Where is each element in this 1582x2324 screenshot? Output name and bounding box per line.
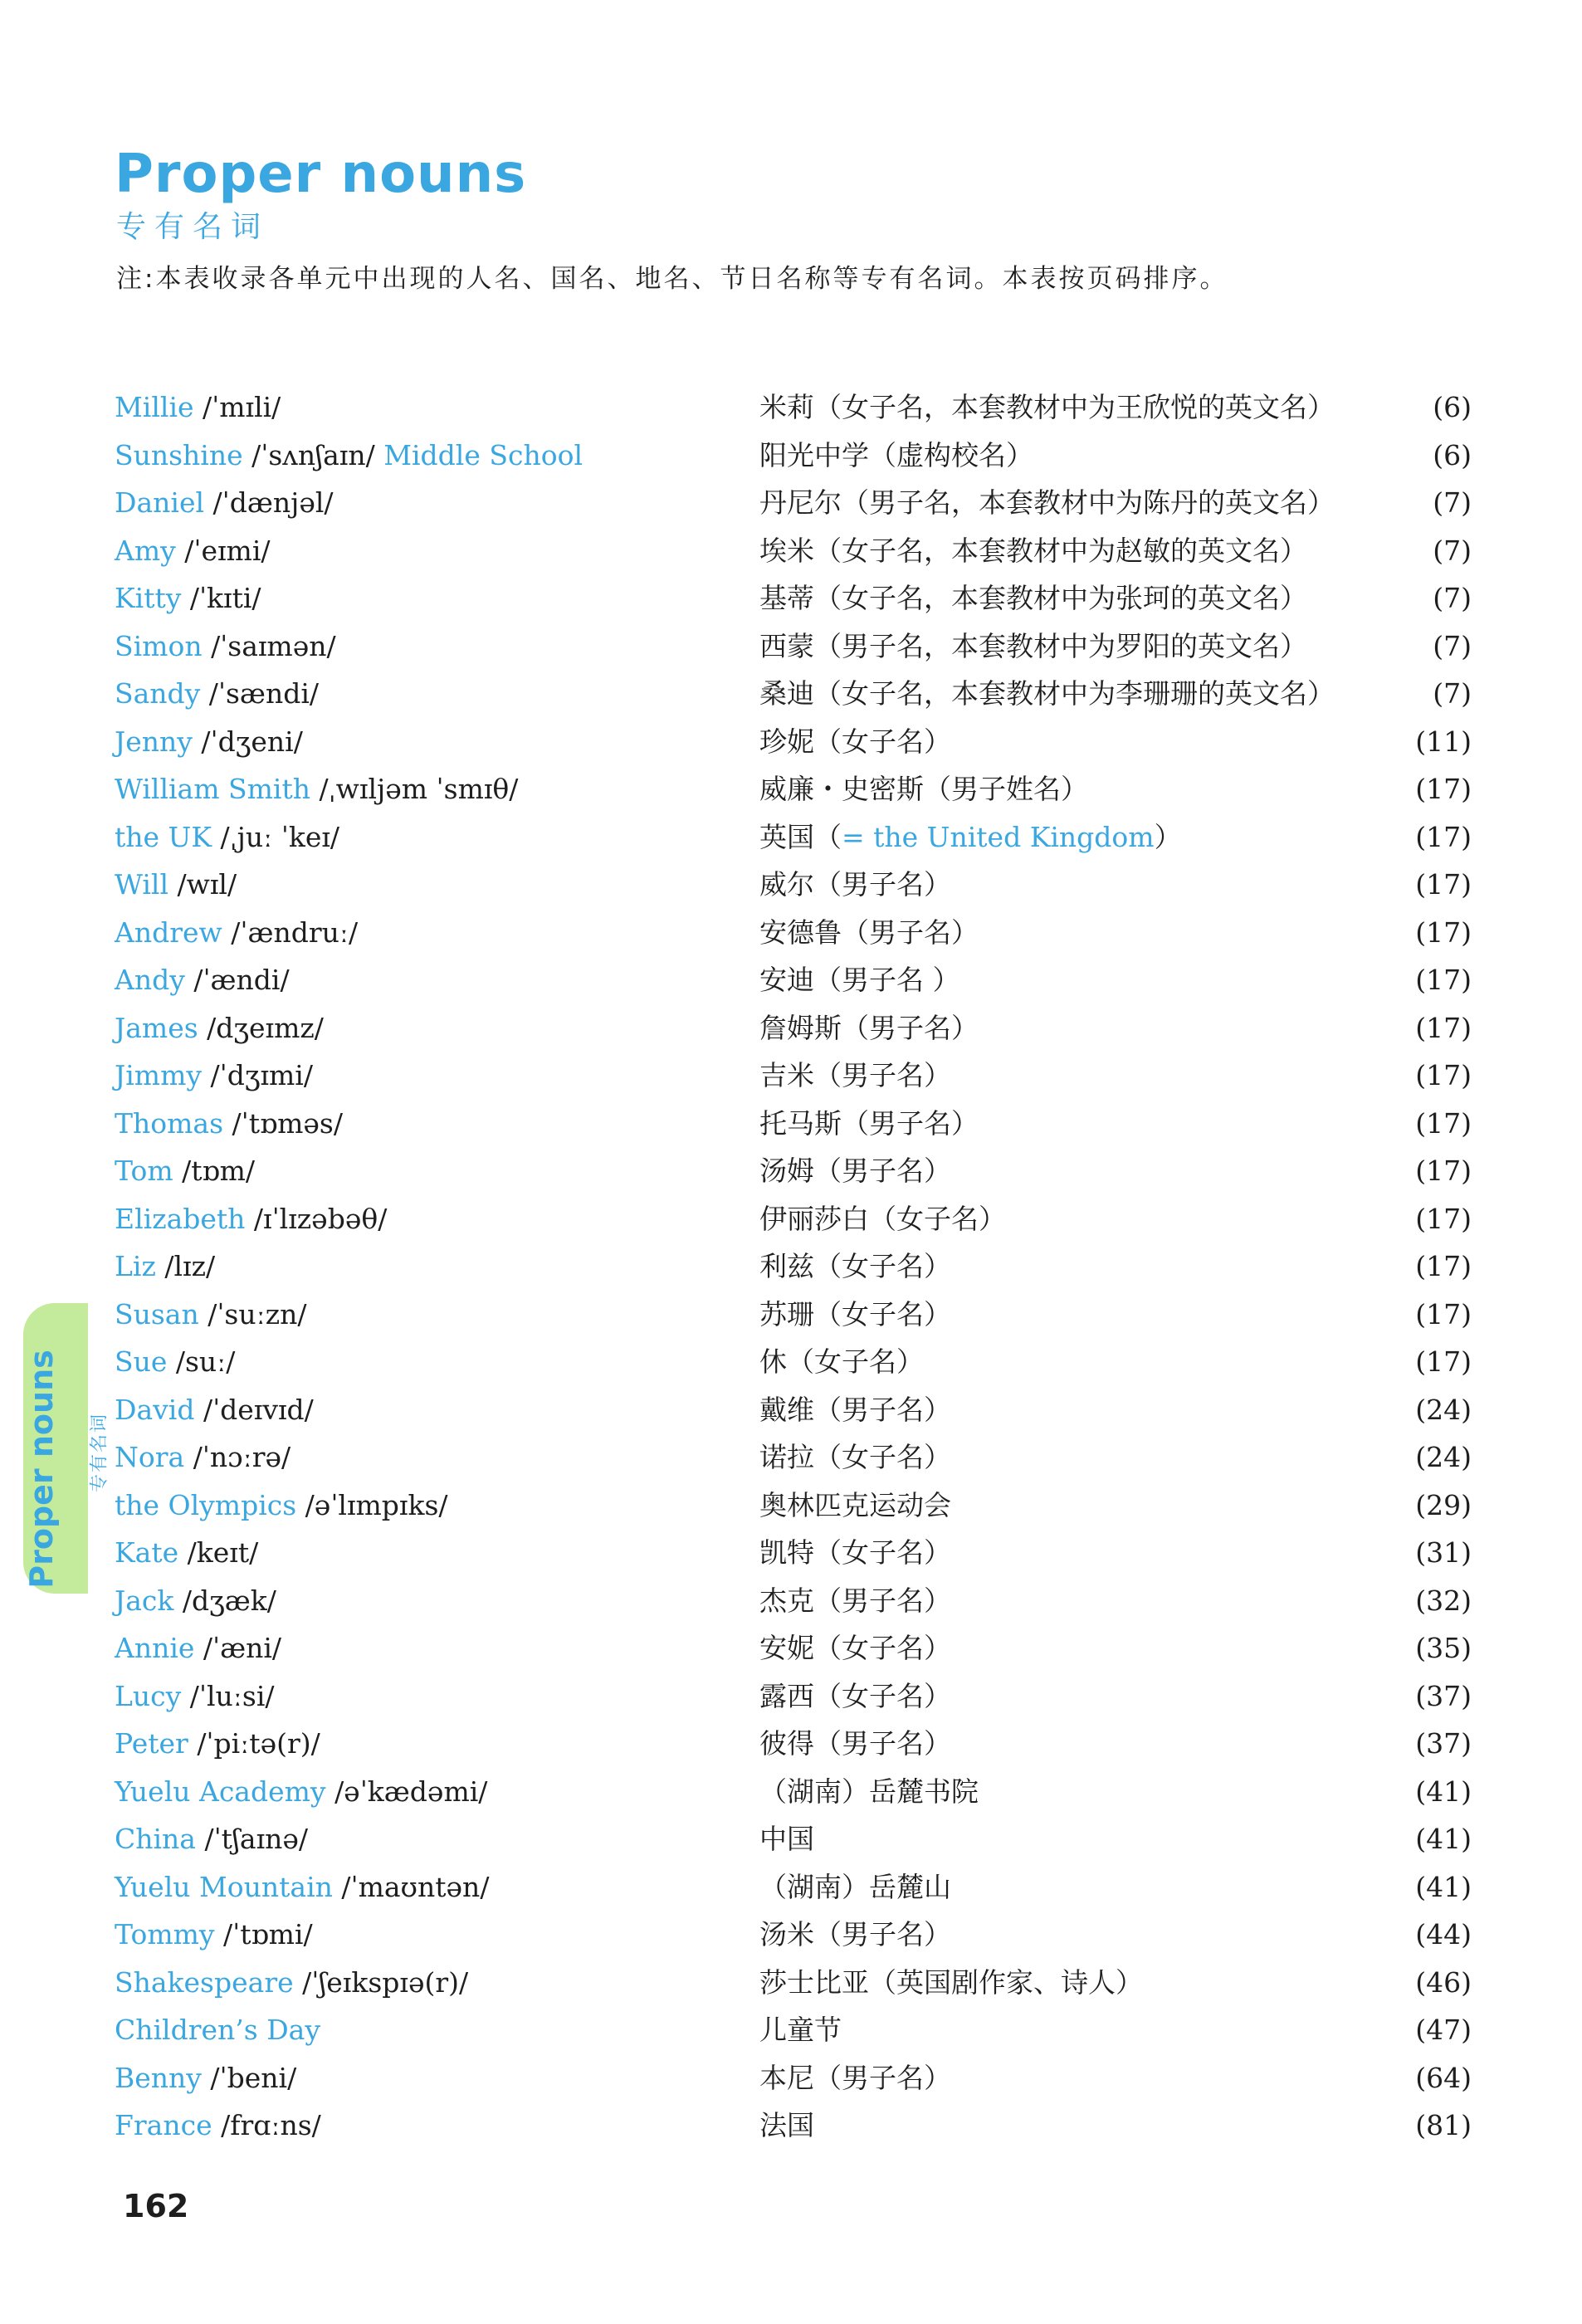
entry-word (115, 1488, 448, 1524)
entry-word (115, 390, 281, 426)
list-item (115, 1531, 1476, 1579)
entry-english: Peter (115, 1727, 188, 1760)
entry-word (115, 867, 237, 903)
entry-word (115, 1679, 275, 1715)
entry-chinese-text: 基蒂（女子名，本套教材中为张珂的英文名） (759, 582, 1307, 614)
page-number: 162 (123, 2188, 189, 2224)
list-item (115, 767, 1476, 815)
entry-word (115, 486, 334, 521)
entry-word (115, 1965, 468, 2001)
entry-chinese-text: 汤姆（男子名） (759, 1155, 951, 1187)
proper-noun-list (115, 385, 1476, 2151)
entry-word (115, 1775, 487, 1810)
entry-chinese-text: 伊丽莎白（女子名） (759, 1202, 1006, 1235)
entry-word (115, 1345, 235, 1380)
entry-chinese-text: 戴维（男子名） (759, 1393, 951, 1426)
entry-phonetic: /ˈeɪmi/ (175, 534, 271, 567)
entry-page-ref: (7) (1433, 534, 1472, 567)
entry-chinese-text: 休（女子名） (759, 1345, 924, 1378)
entry-word (115, 1154, 255, 1189)
entry-english: Yuelu Mountain (115, 1870, 333, 1903)
list-item (115, 1960, 1476, 2009)
entry-phonetic: /ˈbeni/ (201, 2061, 297, 2094)
entry-chinese (759, 1631, 951, 1667)
list-item (115, 1435, 1476, 1483)
entry-page-ref: (17) (1415, 773, 1472, 805)
entry-phonetic: /keɪt/ (178, 1536, 259, 1569)
list-item (115, 671, 1476, 720)
entry-page-ref: (35) (1415, 1632, 1472, 1664)
entry-english: the Olympics (115, 1488, 297, 1521)
entry-phonetic: /frɑːns/ (212, 2109, 321, 2141)
entry-page-ref: (41) (1415, 1775, 1472, 1808)
entry-phonetic: /lɪz/ (155, 1250, 216, 1282)
entry-chinese (759, 1584, 951, 1619)
entry-chinese (759, 725, 951, 760)
entry-chinese-text: 威尔（男子名） (759, 868, 951, 901)
entry-phonetic: /ˈdænjəl/ (204, 486, 334, 519)
entry-english: Tommy (115, 1918, 215, 1950)
entry-phonetic: /ˈʃeɪkspɪə(r)/ (293, 1965, 469, 1999)
list-item (115, 1244, 1476, 1292)
entry-chinese (759, 438, 1033, 474)
entry-chinese-text: 儿童节 (759, 2014, 842, 2046)
entry-chinese (759, 1870, 951, 1906)
entry-word (115, 1726, 320, 1762)
entry-word (115, 1058, 313, 1094)
entry-word (115, 438, 583, 474)
entry-chinese-text: 丹尼尔（男子名，本套教材中为陈丹的英文名） (759, 486, 1335, 519)
entry-chinese-english: = the United Kingdom (842, 820, 1155, 853)
entry-english: Liz (115, 1250, 156, 1282)
entry-page-ref: (17) (1415, 1297, 1472, 1330)
entry-english: the UK (115, 820, 212, 853)
list-item (115, 2056, 1476, 2104)
entry-phonetic: /ˈsændi/ (200, 677, 319, 710)
entry-word (115, 1917, 313, 1953)
list-item (115, 433, 1476, 481)
entry-english: Lucy (115, 1679, 182, 1712)
entry-phonetic: /ˈluːsi/ (181, 1679, 275, 1712)
entry-chinese (759, 772, 1088, 808)
entry-word (115, 1440, 291, 1476)
entry-english: Amy (115, 534, 176, 567)
entry-chinese (759, 534, 1307, 569)
entry-english: Will (115, 868, 169, 901)
entry-english: James (115, 1011, 198, 1044)
entry-english: Sunshine (115, 438, 243, 471)
entry-english: Jimmy (115, 1059, 203, 1091)
entry-english: Benny (115, 2061, 202, 2094)
entry-english: Yuelu Academy (115, 1775, 326, 1808)
entry-chinese-text: 詹姆斯（男子名） (759, 1011, 979, 1044)
entry-english: Millie (115, 391, 194, 423)
entry-page-ref: (6) (1433, 438, 1472, 471)
entry-word (115, 629, 336, 665)
entry-chinese (759, 1249, 951, 1285)
entry-chinese-text: 安妮（女子名） (759, 1632, 951, 1664)
entry-word (115, 1393, 314, 1428)
entry-word (115, 915, 358, 951)
entry-chinese (759, 1679, 951, 1715)
entry-chinese-text: 凯特（女子名） (759, 1536, 951, 1569)
entry-chinese-text: 威廉・史密斯（男子姓名） (759, 773, 1088, 805)
entry-word (115, 1870, 489, 1906)
entry-chinese-text: 珍妮（女子名） (759, 725, 951, 758)
list-item (115, 1388, 1476, 1436)
entry-chinese-text: 诺拉（女子名） (759, 1441, 951, 1473)
entry-page-ref: (17) (1415, 1106, 1472, 1140)
list-item (115, 1865, 1476, 1913)
entry-page-ref: (7) (1433, 629, 1472, 662)
entry-phonetic: /ˈtɒmi/ (214, 1918, 313, 1950)
entry-chinese (759, 867, 951, 903)
entry-chinese-text: 米莉（女子名，本套教材中为王欣悦的英文名） (759, 391, 1335, 423)
entry-page-ref: (41) (1415, 1870, 1472, 1903)
entry-chinese (759, 486, 1335, 521)
entry-english: Kitty (115, 582, 182, 614)
entry-english: Jack (115, 1584, 174, 1617)
entry-word (115, 676, 319, 712)
entry-phonetic: /əˈkædəmi/ (325, 1775, 488, 1808)
entry-english: Thomas (115, 1106, 224, 1140)
entry-chinese (759, 676, 1335, 712)
entry-word (115, 1106, 343, 1142)
entry-page-ref: (17) (1415, 868, 1472, 901)
entry-page-ref: (7) (1433, 582, 1472, 614)
entry-chinese-text: 安德鲁（男子名） (759, 915, 979, 949)
entry-word (115, 1249, 215, 1285)
list-item (115, 576, 1476, 624)
entry-chinese (759, 1917, 951, 1953)
entry-phonetic: /ɪˈlɪzəbəθ/ (245, 1202, 388, 1235)
list-item (115, 1483, 1476, 1531)
entry-word (115, 581, 261, 617)
list-item (115, 1674, 1476, 1722)
list-item (115, 1292, 1476, 1340)
entry-chinese-text: （湖南）岳麓山 (759, 1870, 951, 1903)
entry-phonetic: /ˈsaɪmən/ (202, 629, 336, 662)
entry-word (115, 725, 303, 760)
entry-page-ref: (17) (1415, 915, 1472, 949)
list-item (115, 1101, 1476, 1150)
entry-chinese-text: 奥林匹克运动会 (759, 1488, 951, 1521)
entry-page-ref: (24) (1415, 1393, 1472, 1426)
entry-chinese (759, 1106, 979, 1142)
entry-phonetic: /ˈnɔːrə/ (184, 1441, 291, 1473)
entry-english: Andrew (115, 915, 222, 949)
entry-phonetic: /ˌwɪljəm ˈsmɪθ/ (310, 773, 519, 805)
list-item (115, 1340, 1476, 1388)
entry-chinese (759, 820, 1182, 856)
entry-chinese (759, 1440, 951, 1476)
entry-chinese-text: 托马斯（男子名） (759, 1106, 979, 1140)
list-item (115, 2103, 1476, 2151)
entry-page-ref: (81) (1415, 2109, 1472, 2141)
page-subtitle: 专有名词 (116, 210, 270, 244)
entry-chinese-text: 利兹（女子名） (759, 1250, 951, 1282)
entry-chinese (759, 963, 960, 998)
entry-phonetic: /ˈsʌnʃaɪn/ (242, 438, 384, 471)
entry-page-ref: (17) (1415, 1155, 1472, 1187)
entry-page-ref: (44) (1415, 1918, 1472, 1950)
entry-english: Simon (115, 629, 203, 662)
entry-phonetic: /ˈændi/ (184, 964, 290, 996)
entry-page-ref: (17) (1415, 1011, 1472, 1044)
entry-page-ref: (11) (1415, 725, 1472, 758)
list-item (115, 1912, 1476, 1960)
entry-page-ref: (6) (1433, 391, 1472, 423)
entry-word (115, 2061, 296, 2097)
entry-page-ref: (17) (1415, 820, 1472, 853)
entry-chinese (759, 1297, 951, 1333)
entry-word (115, 1011, 324, 1047)
entry-english: William Smith (115, 773, 310, 805)
entry-page-ref: (17) (1415, 1202, 1472, 1235)
entry-chinese-text: 莎士比亚（英国剧作家、诗人） (759, 1965, 1143, 1999)
list-item (115, 911, 1476, 959)
entry-chinese-text: 彼得（男子名） (759, 1727, 951, 1760)
entry-english: Shakespeare (115, 1965, 294, 1999)
entry-page-ref: (37) (1415, 1679, 1472, 1712)
entry-chinese (759, 1011, 979, 1047)
entry-word (115, 963, 290, 998)
entry-chinese (759, 1775, 979, 1810)
entry-word (115, 534, 271, 569)
entry-phonetic: /ˌjuː ˈkeɪ/ (212, 820, 340, 853)
entry-chinese (759, 581, 1307, 617)
entry-chinese (759, 1726, 951, 1762)
entry-english-continued: Middle School (383, 438, 583, 471)
entry-word (115, 2108, 321, 2144)
entry-phonetic: /ˈtʃaɪnə/ (196, 1823, 309, 1855)
entry-chinese-text: 本尼（男子名） (759, 2061, 951, 2094)
entry-phonetic: /dʒæk/ (173, 1584, 276, 1617)
entry-word (115, 1822, 308, 1858)
list-item (115, 1197, 1476, 1245)
entry-phonetic: /ˈændruː/ (222, 915, 359, 949)
entry-english: France (115, 2109, 212, 2141)
entry-word (115, 1631, 281, 1667)
entry-english: David (115, 1393, 195, 1426)
entry-phonetic: /tɒm/ (173, 1155, 256, 1187)
entry-phonetic: /ˈdeɪvɪd/ (194, 1393, 314, 1426)
entry-phonetic: /ˈæni/ (194, 1632, 282, 1664)
list-item (115, 481, 1476, 529)
entry-page-ref: (41) (1415, 1823, 1472, 1855)
entry-page-ref: (47) (1415, 2014, 1472, 2046)
entry-page-ref: (24) (1415, 1441, 1472, 1473)
entry-chinese (759, 1536, 951, 1571)
list-item (115, 958, 1476, 1006)
entry-english: Children’s Day (115, 2014, 320, 2046)
entry-phonetic: /əˈlɪmpɪks/ (296, 1488, 448, 1521)
side-tab-label: Proper nouns (23, 1350, 60, 1589)
list-item (115, 385, 1476, 433)
entry-chinese-text: 汤米（男子名） (759, 1918, 951, 1950)
entry-phonetic: /ˈkɪti/ (181, 582, 261, 614)
entry-chinese-text: 杰克（男子名） (759, 1584, 951, 1617)
entry-chinese (759, 1154, 951, 1189)
list-item (115, 1149, 1476, 1197)
entry-page-ref: (7) (1433, 677, 1472, 710)
entry-chinese (759, 2061, 951, 2097)
page-note: 注:本表收录各单元中出现的人名、国名、地名、节日名称等专有名词。本表按页码排序。 (116, 264, 1228, 294)
entry-page-ref: (17) (1415, 964, 1472, 996)
list-item (115, 1626, 1476, 1674)
entry-word (115, 1584, 276, 1619)
entry-page-ref: (29) (1415, 1488, 1472, 1521)
entry-page-ref: (31) (1415, 1536, 1472, 1569)
list-item (115, 2008, 1476, 2056)
entry-word (115, 1202, 387, 1238)
entry-word (115, 772, 518, 808)
entry-english: China (115, 1823, 196, 1855)
entry-phonetic: /wɪl/ (168, 868, 237, 901)
entry-phonetic: /ˈmaʊntən/ (332, 1870, 490, 1903)
entry-chinese-text: 英国（ (759, 820, 842, 853)
entry-phonetic: /ˈsuːzn/ (198, 1297, 307, 1330)
list-item (115, 1579, 1476, 1627)
entry-chinese (759, 390, 1335, 426)
entry-chinese-text: 吉米（男子名） (759, 1059, 951, 1091)
entry-phonetic: /ˈdʒɪmi/ (202, 1059, 313, 1091)
entry-chinese (759, 1965, 1143, 2001)
list-item (115, 1006, 1476, 1054)
entry-phonetic: /ˈdʒeni/ (192, 725, 303, 758)
entry-phonetic: /ˈpiːtə(r)/ (188, 1727, 320, 1760)
entry-phonetic: /suː/ (167, 1345, 236, 1378)
entry-chinese (759, 2013, 842, 2048)
entry-english: Jenny (115, 725, 193, 758)
entry-english: Daniel (115, 486, 205, 519)
entry-chinese-text: 安迪（男子名 ） (759, 964, 960, 996)
entry-page-ref: (17) (1415, 1250, 1472, 1282)
entry-chinese-tail: ） (1154, 820, 1182, 853)
entry-chinese (759, 1488, 951, 1524)
list-item (115, 720, 1476, 768)
entry-phonetic: /ˈmɪli/ (193, 391, 281, 423)
list-item (115, 1817, 1476, 1865)
entry-phonetic: /dʒeɪmz/ (198, 1011, 324, 1044)
entry-page-ref: (17) (1415, 1059, 1472, 1091)
entry-chinese (759, 1058, 951, 1094)
list-item (115, 529, 1476, 577)
entry-chinese-text: 桑迪（女子名，本套教材中为李珊珊的英文名） (759, 677, 1335, 710)
entry-english: Sandy (115, 677, 201, 710)
entry-chinese-text: 埃米（女子名，本套教材中为赵敏的英文名） (759, 534, 1307, 567)
entry-english: Nora (115, 1441, 185, 1473)
entry-word (115, 1297, 306, 1333)
entry-page-ref: (32) (1415, 1584, 1472, 1617)
entry-chinese (759, 1822, 814, 1858)
entry-word (115, 820, 339, 856)
entry-chinese-text: 露西（女子名） (759, 1679, 951, 1712)
entry-chinese-text: 法国 (759, 2109, 814, 2141)
entry-chinese-text: （湖南）岳麓书院 (759, 1775, 979, 1808)
entry-english: Tom (115, 1155, 173, 1187)
entry-page-ref: (7) (1433, 486, 1472, 519)
entry-chinese (759, 1345, 924, 1380)
entry-chinese-text: 苏珊（女子名） (759, 1297, 951, 1330)
list-item (115, 815, 1476, 863)
entry-phonetic: /ˈtɒməs/ (223, 1106, 343, 1140)
list-item (115, 1053, 1476, 1101)
entry-page-ref: (64) (1415, 2061, 1472, 2094)
list-item (115, 1770, 1476, 1818)
entry-english: Andy (115, 964, 185, 996)
entry-chinese (759, 915, 979, 951)
entry-page-ref: (37) (1415, 1727, 1472, 1760)
entry-chinese (759, 2108, 814, 2144)
entry-english: Susan (115, 1297, 199, 1330)
entry-page-ref: (17) (1415, 1345, 1472, 1378)
entry-chinese (759, 1393, 951, 1428)
entry-page-ref: (46) (1415, 1965, 1472, 1999)
entry-word (115, 1536, 258, 1571)
entry-english: Elizabeth (115, 1202, 246, 1235)
entry-word (115, 2013, 320, 2048)
list-item (115, 1721, 1476, 1770)
entry-english: Annie (115, 1632, 195, 1664)
entry-chinese-text: 西蒙（男子名，本套教材中为罗阳的英文名） (759, 629, 1307, 662)
entry-chinese-text: 阳光中学（虚构校名） (759, 438, 1033, 471)
entry-chinese (759, 629, 1307, 665)
page-title: Proper nouns (115, 144, 527, 205)
entry-english: Sue (115, 1345, 168, 1378)
entry-chinese (759, 1202, 1006, 1238)
list-item (115, 624, 1476, 672)
entry-chinese-text: 中国 (759, 1823, 814, 1855)
entry-english: Kate (115, 1536, 179, 1569)
side-tab-sub-label: 专有名词 (89, 1412, 110, 1493)
list-item (115, 862, 1476, 911)
